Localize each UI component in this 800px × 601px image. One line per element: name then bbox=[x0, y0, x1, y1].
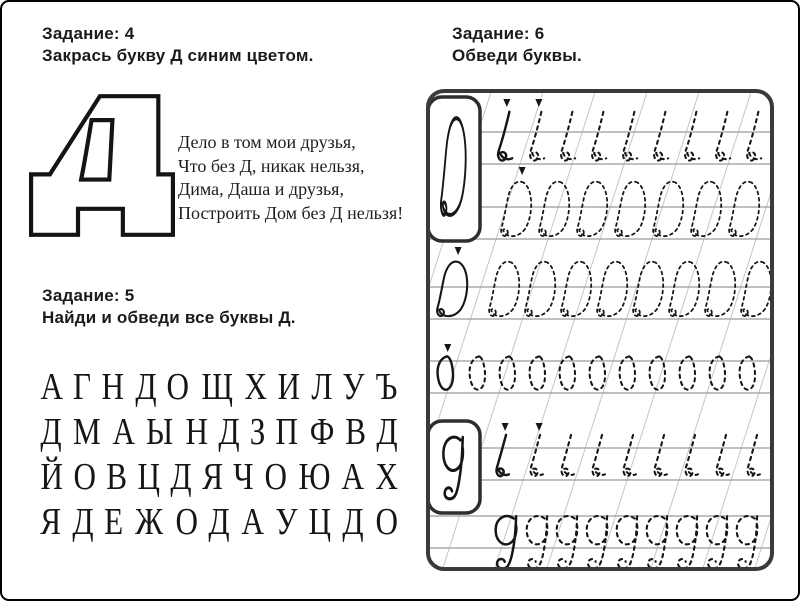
task4-title: Задание: 4 bbox=[42, 24, 135, 43]
grid-letter: Д bbox=[134, 366, 157, 408]
grid-letter: Н bbox=[184, 411, 208, 453]
dotted-letter bbox=[623, 435, 635, 476]
trace-row-capital-d bbox=[501, 167, 759, 236]
grid-letter: Д bbox=[218, 411, 240, 453]
dotted-letter bbox=[539, 182, 569, 237]
grid-letter: В bbox=[106, 456, 128, 498]
grid-letter: Ч bbox=[233, 456, 254, 498]
dotted-letter bbox=[615, 182, 645, 237]
dotted-letter bbox=[623, 112, 637, 161]
grid-letter: Ы bbox=[146, 411, 174, 453]
dotted-letter bbox=[525, 262, 555, 317]
grid-letter: П bbox=[275, 411, 299, 453]
solid-letter bbox=[496, 516, 517, 568]
dotted-letter bbox=[747, 435, 759, 476]
grid-letter: Ю bbox=[298, 456, 331, 498]
task4-header bbox=[42, 23, 314, 67]
grid-letter: О bbox=[263, 456, 287, 498]
grid-letter: Ц bbox=[137, 456, 161, 498]
dotted-letter bbox=[647, 516, 668, 568]
tracing-panel bbox=[426, 89, 774, 571]
stroke-direction-arrow-icon bbox=[503, 99, 510, 107]
dotted-letter bbox=[561, 435, 573, 476]
grid-letter: Ц bbox=[308, 501, 332, 543]
grid-letter: О bbox=[166, 366, 190, 408]
dotted-letter bbox=[716, 112, 730, 161]
grid-row bbox=[38, 364, 400, 409]
grid-letter: Г bbox=[73, 366, 92, 408]
grid-letter: Д bbox=[208, 501, 231, 543]
grid-letter: А bbox=[241, 501, 264, 543]
grid-letter: У bbox=[342, 366, 365, 408]
dotted-letter bbox=[577, 182, 607, 237]
poem bbox=[178, 131, 403, 225]
dotted-letter bbox=[633, 262, 663, 317]
stroke-direction-arrow-icon bbox=[519, 167, 526, 175]
dotted-letter bbox=[705, 262, 735, 317]
grid-letter: А bbox=[341, 456, 365, 498]
task5-title: Задание: 5 bbox=[42, 286, 135, 305]
outline-letter-d bbox=[29, 94, 175, 237]
grid-letter: З bbox=[249, 411, 266, 453]
stroke-direction-arrow-icon bbox=[536, 423, 543, 431]
dotted-letter bbox=[716, 435, 728, 476]
dotted-letter bbox=[587, 516, 608, 568]
grid-letter: Й bbox=[40, 456, 63, 498]
stroke-direction-arrow-icon bbox=[535, 99, 542, 107]
grid-letter: Д bbox=[170, 456, 193, 498]
grid-letter: У bbox=[275, 501, 298, 543]
grid-letter: В bbox=[344, 411, 366, 453]
letter-search-grid bbox=[38, 364, 400, 544]
grid-letter: А bbox=[40, 366, 63, 408]
grid-letter: И bbox=[277, 366, 301, 408]
grid-row bbox=[38, 409, 400, 454]
grid-letter: О bbox=[174, 501, 198, 543]
dotted-letter bbox=[527, 516, 548, 568]
grid-letter: Ф bbox=[309, 411, 334, 453]
grid-letter: Х bbox=[375, 456, 398, 498]
grid-letter: Х bbox=[244, 366, 267, 408]
task6-title: Задание: 6 bbox=[452, 24, 545, 43]
grid-letter: Н bbox=[101, 366, 125, 408]
dotted-letter bbox=[741, 262, 771, 317]
dotted-letter bbox=[592, 435, 604, 476]
task4-instruction: Закрась букву Д синим цветом. bbox=[42, 46, 314, 65]
trace-row-lowercase-d-element bbox=[496, 423, 759, 476]
grid-row bbox=[38, 499, 400, 544]
dotted-letter bbox=[597, 262, 627, 317]
dotted-letter bbox=[737, 516, 758, 568]
dotted-letter bbox=[489, 262, 519, 317]
grid-letter: Д bbox=[376, 411, 398, 453]
poem-line: Построить Дом без Д нельзя! bbox=[178, 202, 404, 223]
dotted-letter bbox=[691, 182, 721, 237]
stroke-direction-arrow-icon bbox=[502, 423, 509, 431]
grid-letter: Д bbox=[342, 501, 364, 543]
dotted-letter bbox=[747, 112, 761, 161]
grid-letter: Д bbox=[40, 411, 62, 453]
grid-letter: Я bbox=[202, 456, 224, 498]
task5-header bbox=[42, 285, 296, 329]
grid-letter: Д bbox=[72, 501, 94, 543]
task5-instruction: Найди и обведи все буквы Д. bbox=[42, 308, 296, 327]
trace-row-oval-element bbox=[438, 344, 755, 390]
lowercase-example-box bbox=[428, 421, 480, 513]
solid-letter bbox=[496, 435, 508, 476]
dotted-letter bbox=[530, 112, 544, 161]
trace-rows bbox=[437, 99, 771, 568]
trace-row-capital-d bbox=[437, 247, 771, 316]
grid-letter: А bbox=[112, 411, 135, 453]
dotted-letter bbox=[561, 262, 591, 317]
grid-letter: Щ bbox=[201, 366, 233, 408]
dotted-letter bbox=[530, 435, 542, 476]
dotted-letter bbox=[729, 182, 759, 237]
dotted-letter bbox=[677, 516, 698, 568]
dotted-letter bbox=[561, 112, 575, 161]
poem-line: Что без Д, никак нельзя, bbox=[178, 155, 365, 176]
grid-letter: Е bbox=[104, 501, 124, 543]
dotted-letter bbox=[685, 112, 699, 161]
grid-row bbox=[38, 454, 400, 499]
grid-letter: Л bbox=[310, 366, 333, 408]
stroke-direction-arrow-icon bbox=[444, 344, 451, 352]
grid-letter: О bbox=[374, 501, 398, 543]
task6-instruction: Обведи буквы. bbox=[452, 46, 582, 65]
grid-letter: М bbox=[73, 411, 101, 453]
solid-letter bbox=[437, 262, 467, 317]
grid-letter: Я bbox=[40, 501, 62, 543]
poem-line: Дело в том мои друзья, bbox=[178, 132, 356, 152]
trace-row-lowercase-d bbox=[496, 516, 758, 568]
stroke-direction-arrow-icon bbox=[455, 247, 462, 255]
task6-header bbox=[452, 23, 582, 67]
grid-letter: Ж bbox=[135, 501, 163, 543]
grid-letter: О bbox=[73, 456, 97, 498]
dotted-letter bbox=[592, 112, 606, 161]
grid-letter: Ъ bbox=[375, 366, 398, 408]
solid-letter bbox=[498, 112, 512, 161]
dotted-letter bbox=[617, 516, 638, 568]
poem-line: Дима, Даша и друзья, bbox=[178, 179, 344, 199]
dotted-letter bbox=[654, 435, 666, 476]
dotted-letter bbox=[557, 516, 578, 568]
dotted-letter bbox=[654, 112, 668, 161]
